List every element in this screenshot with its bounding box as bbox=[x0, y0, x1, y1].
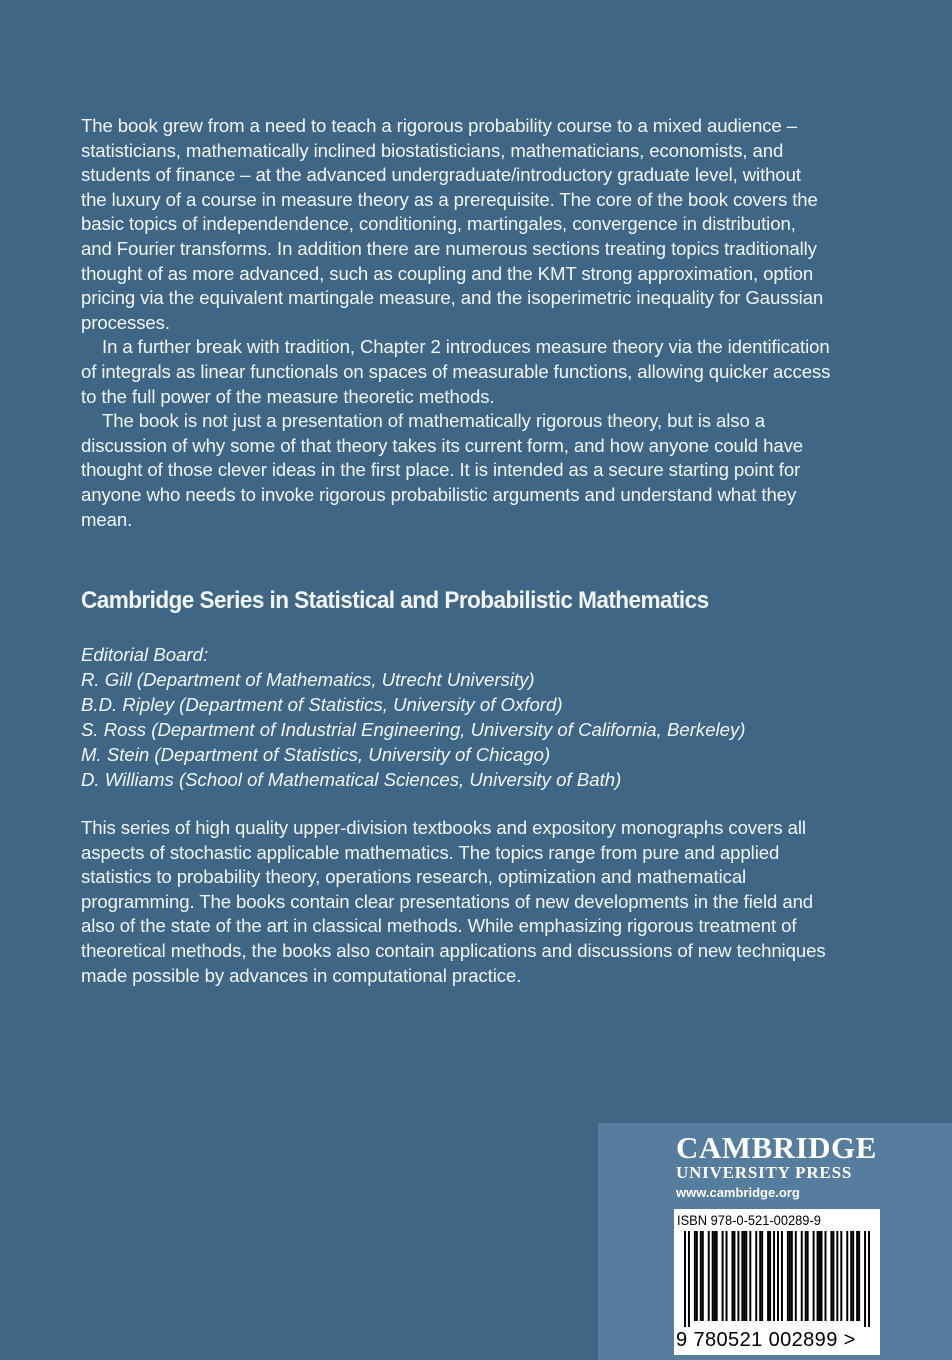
blurb-paragraph-3: The book is not just a presentation of mathematically rigorous theory, but is also a discussion of why some of that theory takes its current form, and how anyone could have thought of those clever ideas in the first place. It is intended as a secure starting point for anyone who needs to invoke rigorous probabilistic arguments and understand what they mean. bbox=[81, 410, 804, 530]
board-member: D. Williams (School of Mathematical Sciences, University of Bath) bbox=[81, 769, 622, 790]
barcode-bar bbox=[743, 1231, 745, 1321]
barcode-bar bbox=[745, 1231, 747, 1321]
barcode-bar bbox=[684, 1231, 686, 1327]
barcode-bar bbox=[840, 1231, 842, 1321]
isbn-label: ISBN 978-0-521-00289-9 bbox=[677, 1212, 821, 1228]
editorial-board bbox=[81, 642, 881, 792]
barcode-bar bbox=[781, 1231, 783, 1321]
barcode-bar bbox=[741, 1231, 743, 1321]
barcode-bar bbox=[773, 1231, 775, 1321]
barcode-bar bbox=[819, 1231, 821, 1321]
barcode-bar bbox=[702, 1231, 704, 1321]
barcode-bar bbox=[716, 1231, 718, 1321]
board-member: B.D. Ripley (Department of Statistics, University of Oxford) bbox=[81, 694, 563, 715]
book-blurb bbox=[81, 114, 831, 532]
barcode-bar bbox=[700, 1231, 702, 1321]
barcode-bar bbox=[777, 1231, 779, 1321]
barcode-bar bbox=[731, 1231, 733, 1321]
barcode-bar bbox=[787, 1231, 789, 1321]
barcode-bar bbox=[733, 1231, 735, 1321]
barcode-bar bbox=[858, 1231, 860, 1321]
barcode-bar bbox=[821, 1231, 823, 1321]
barcode-bar bbox=[805, 1231, 807, 1321]
barcode-bar bbox=[836, 1231, 838, 1321]
barcode-bar bbox=[694, 1231, 696, 1321]
barcode-bar bbox=[813, 1231, 815, 1321]
series-description: This series of high quality upper-division textbooks and expository monographs covers all aspects of stochastic applicable mathematics. The topics range from pure and applied statistics to probability theory, operations research, optimization and mathematical programming. The books contain clear presentations of new developments in the field and also of the state of the art in classical methods. While emphasizing rigorous treatment of theoretical methods, the books also contain applications and discussions of new techniques made possible by advances in computational practice. bbox=[81, 817, 826, 986]
barcode-bar bbox=[708, 1231, 710, 1321]
barcode-digits: 9 780521 002899 > bbox=[676, 1329, 856, 1351]
barcode-bar bbox=[850, 1231, 852, 1321]
barcode bbox=[674, 1209, 880, 1355]
barcode-bar bbox=[749, 1231, 751, 1321]
barcode-bar bbox=[761, 1231, 763, 1321]
publisher-url[interactable]: www.cambridge.org bbox=[676, 1185, 800, 1200]
barcode-bar bbox=[696, 1231, 698, 1321]
barcode-bar bbox=[712, 1231, 714, 1321]
publisher-subtitle: UNIVERSITY PRESS bbox=[676, 1163, 853, 1182]
barcode-bar bbox=[759, 1231, 761, 1321]
barcode-bar bbox=[767, 1231, 769, 1321]
barcode-bar bbox=[846, 1231, 848, 1321]
barcode-bar bbox=[864, 1231, 866, 1327]
blurb-paragraph-2: In a further break with tradition, Chapter 2 introduces measure theory via the identification of integrals as linear functionals on spaces of measurable functions, allowing quicker access to the full power of the measure theoretic methods. bbox=[81, 336, 831, 407]
board-member: S. Ross (Department of Industrial Engineering, University of California, Berkeley) bbox=[81, 719, 746, 740]
barcode-bars bbox=[684, 1231, 870, 1327]
barcode-bar bbox=[807, 1231, 809, 1321]
series-title: Cambridge Series in Statistical and Probabilistic Mathematics bbox=[81, 587, 709, 614]
editorial-board-heading: Editorial Board: bbox=[81, 644, 209, 665]
barcode-bar bbox=[714, 1231, 716, 1321]
barcode-bar bbox=[824, 1231, 826, 1321]
barcode-bar bbox=[795, 1231, 797, 1321]
barcode-bar bbox=[722, 1231, 724, 1321]
barcode-bar bbox=[801, 1231, 803, 1321]
barcode-bar bbox=[832, 1231, 834, 1321]
board-member: R. Gill (Department of Mathematics, Utrecht University) bbox=[81, 669, 535, 690]
barcode-bar bbox=[789, 1231, 791, 1321]
board-member: M. Stein (Department of Statistics, University of Chicago) bbox=[81, 744, 551, 765]
barcode-bar bbox=[726, 1231, 728, 1321]
barcode-bar bbox=[852, 1231, 854, 1321]
barcode-bar bbox=[830, 1231, 832, 1321]
publisher-name: CAMBRIDGE bbox=[676, 1130, 877, 1165]
barcode-bar bbox=[856, 1231, 858, 1321]
blurb-paragraph-1: The book grew from a need to teach a rigorous probability course to a mixed audience – statisticians, mathematically inclined biostatisticians, mathematicians, economists, and students of finance – at the advanced undergraduate/introductory graduate level, without the luxury of a course in measure theory as a prerequisite. The core of the book covers the basic topics of independendence, conditioning, martingales, convergence in distribution, and Fourier transforms. In addition there are numerous sections treating topics traditionally thought of as more advanced, such as coupling and the KMT strong approximation, option pricing via the equivalent martingale measure, and the isoperimetric inequality for Gaussian processes. bbox=[81, 115, 824, 333]
publisher-panel bbox=[598, 1123, 952, 1360]
barcode-bar bbox=[817, 1231, 819, 1321]
barcode-bar bbox=[755, 1231, 757, 1321]
barcode-bar bbox=[688, 1231, 690, 1327]
barcode-bar bbox=[791, 1231, 793, 1321]
barcode-bar bbox=[737, 1231, 739, 1321]
barcode-bar bbox=[769, 1231, 771, 1321]
barcode-bar bbox=[868, 1231, 870, 1327]
